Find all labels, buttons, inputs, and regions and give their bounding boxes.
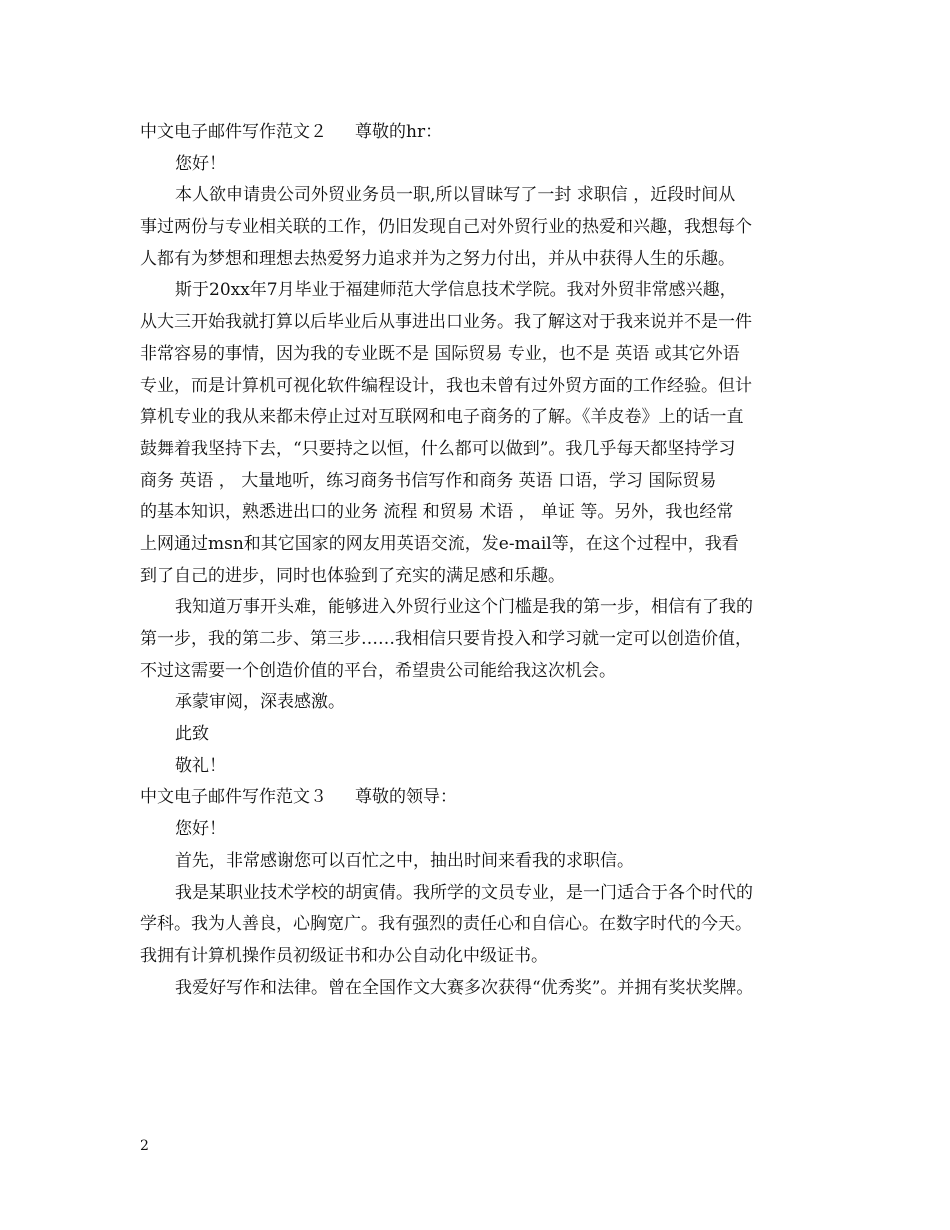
closing-thanks: 承蒙审阅，深表感激。 [175, 692, 345, 713]
paragraph-line: 专业，而是计算机可视化软件编程设计，我也未曾有过外贸方面的工作经验。但计 [140, 375, 752, 396]
document-body [140, 117, 840, 1004]
paragraph-application [140, 180, 840, 275]
paragraph-line: 本人欲申请贵公司外贸业务员一职,所以冒昧写了一封 求职信 ，近段时间从 [175, 185, 736, 206]
paragraph-thanks: 首先，非常感谢您可以百忙之中，抽出时间来看我的求职信。 [175, 850, 634, 871]
paragraph-line: 非常容易的事情，因为我的专业既不是 国际贸易 专业，也不是 英语 或其它外语 [140, 343, 740, 364]
greeting-2: 您好！ [175, 153, 226, 174]
sample-title-3: 中文电子邮件写作范文３ [140, 787, 327, 808]
paragraph-line: 学科。我为人善良，心胸宽广。我有强烈的责任心和自信心。在数字时代的今天。 [140, 914, 752, 935]
paragraph-line: 斯于20xx年7月毕业于福建师范大学信息技术学院。我对外贸非常感兴趣， [175, 280, 737, 301]
greeting-3: 您好！ [175, 819, 226, 840]
salutation-2: 尊敬的hr： [355, 122, 443, 142]
closing-cizhi: 此致 [175, 724, 209, 745]
paragraph-line: 算机专业的我从来都未停止过对互联网和电子商务的了解。《羊皮卷》上的话一直 [140, 407, 744, 428]
closing-jingli: 敬礼！ [175, 755, 226, 776]
paragraph-line: 商务 英语 ， 大量地听，练习商务书信写作和商务 英语 口语，学习 国际贸易 [140, 470, 717, 491]
paragraph-line: 第一步，我的第二步、第三步……我相信只要肯投入和学习就一定可以创造价值， [140, 629, 752, 649]
salutation-3: 尊敬的领导： [355, 787, 457, 808]
sample-title-2: 中文电子邮件写作范文２ [140, 122, 327, 142]
paragraph-hobbies: 我爱好写作和法律。曾在全国作文大赛多次获得“优秀奖”。并拥有奖状奖牌。 [175, 977, 754, 998]
paragraph-background [140, 275, 840, 592]
paragraph-introduction [140, 878, 840, 973]
paragraph-line: 人都有为梦想和理想去热爱努力追求并为之努力付出，并从中获得人生的乐趣。 [140, 248, 735, 269]
letter-heading-3 [140, 782, 840, 814]
paragraph-line: 我是某职业技术学校的胡寅倩。我所学的文员专业，是一门适合于各个时代的 [175, 882, 753, 903]
paragraph-line: 我知道万事开头难，能够进入外贸行业这个门槛是我的第一步，相信有了我的 [175, 597, 753, 618]
paragraph-line: 事过两份与专业相关联的工作，仍旧发现自己对外贸行业的热爱和兴趣，我想每个 [140, 217, 752, 238]
page-number: 2 [140, 1138, 149, 1154]
paragraph-motivation [140, 592, 840, 687]
paragraph-line: 的基本知识，熟悉进出口的业务 流程 和贸易 术语 ， 单证 等。另外，我也经常 [140, 502, 734, 523]
paragraph-line: 从大三开始我就打算以后毕业后从事进出口业务。我了解这对于我来说并不是一件 [140, 312, 752, 333]
paragraph-line: 鼓舞着我坚持下去，“只要持之以恒，什么都可以做到”。我几乎每天都坚持学习 [140, 438, 736, 459]
paragraph-line: 我拥有计算机操作员初级证书和办公自动化中级证书。 [140, 945, 548, 966]
paragraph-line: 不过这需要一个创造价值的平台，希望贵公司能给我这次机会。 [140, 660, 616, 681]
letter-heading-2 [140, 117, 840, 149]
paragraph-line: 上网通过msn和其它国家的网友用英语交流，发e-mail等，在这个过程中，我看 [140, 533, 739, 554]
paragraph-line: 到了自己的进步，同时也体验到了充实的满足感和乐趣。 [140, 565, 565, 586]
